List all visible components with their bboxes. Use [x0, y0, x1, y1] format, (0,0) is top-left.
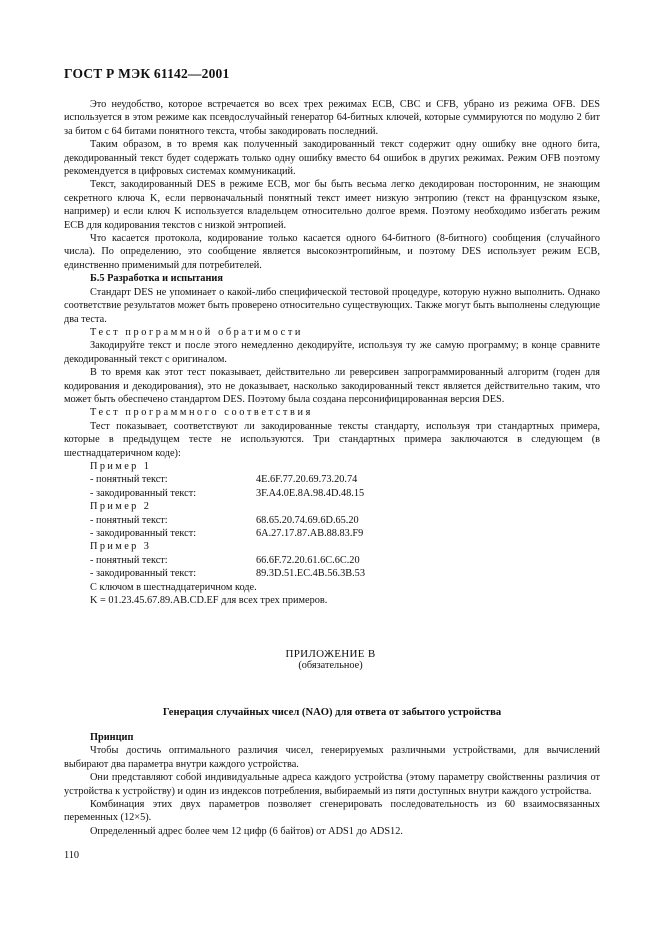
example-row	[64, 567, 600, 580]
example-title: Пример 3	[90, 541, 152, 553]
section-heading: Б.5 Разработка и испытания	[90, 273, 223, 285]
appendix-text	[64, 731, 600, 838]
example-title: Пример 1	[90, 460, 152, 472]
example-label: - понятный текст:	[90, 474, 168, 486]
appendix-heading: Генерация случайных чисел (NAO) для ответа от забытого устройства	[162, 707, 502, 718]
example-row	[64, 487, 600, 500]
paragraph: Определенный адрес более чем 12 цифр (6 байтов) от ADS1 до ADS12.	[90, 825, 403, 837]
example-title: Пример 2	[90, 501, 152, 513]
test-title: Тест программного соответствия	[90, 407, 313, 419]
document-header: ГОСТ Р МЭК 61142—2001	[64, 66, 230, 81]
example-label: - понятный текст:	[90, 554, 168, 566]
paragraph: Текст, закодированный DES в режиме ECB, мог бы быть весьма легко декодирован посторонним, не знающим секретного ключа K, если первоначальный понятный текст имеет низкую энтропию (текст на французском языке, например) и если ключ K используется владельцем относительно долгое время. Поэтому необходимо избегать режим ECB для кодирования текстов с низкой энтропией.	[64, 179, 600, 231]
paragraph: Это неудобство, которое встречается во всех трех режимах ECB, CBC и CFB, убрано из режима OFB. DES используется в этом режиме как псевдослучайный генератор 64-битных ключей, которые суммируются по модулю 2 бит за битом с 64 битами понятного текста, чтобы закодировать последний.	[64, 99, 600, 137]
example-value: 68.65.20.74.69.6D.65.20	[256, 514, 359, 526]
page-number: 110	[64, 850, 80, 861]
example-value: 6A.27.17.87.AB.88.83.F9	[256, 528, 364, 539]
paragraph: Таким образом, в то время как полученный закодированный текст содержит одну ошибку вне одного бита, декодированный текст будет содержать только одну ошибку вместо 64 ошибок в других режимах. Режим OFB поэтому рекомендуется в цифровых системах коммуникаций.	[64, 139, 600, 178]
example-value: 66.6F.72.20.61.6C.6C.20	[256, 554, 360, 566]
paragraph: Комбинация этих двух параметров позволяет сгенерировать последовательность из 60 взаимосвязанных переменных (12×5).	[64, 799, 600, 824]
appendix-subtitle: (обязательное)	[298, 660, 363, 671]
appendix-title: ПРИЛОЖЕНИЕ В	[285, 648, 376, 660]
example-label: - закодированный текст:	[90, 487, 197, 499]
example-row	[64, 527, 600, 540]
example-label: - понятный текст:	[90, 514, 168, 526]
example-row	[64, 554, 600, 567]
key-note: С ключом в шестнадцатеричном коде.	[90, 581, 257, 593]
paragraph: Чтобы достичь оптимального различия чисел, генерируемых различными устройствами, для вычислений выбирают два параметра внутри каждого устройства.	[64, 745, 600, 770]
main-text	[64, 98, 600, 607]
paragraph: Закодируйте текст и после этого немедленно декодируйте, используя ту же самую программу; в конце сравните декодированный текст с оригиналом.	[64, 340, 600, 365]
paragraph: Что касается протокола, кодирование только касается одного 64-битного (8-битного) сообщения (случайного числа). По определению, это сообщение является высокоэнтропийным, и поэтому DES использует режим ECB, единственно применимый для потребителей.	[64, 233, 600, 271]
key-value: K = 01.23.45.67.89.AB.CD.EF для всех трех примеров.	[90, 595, 328, 607]
paragraph: Тест показывает, соответствуют ли закодированные тексты стандарту, используя три стандартных примера, которые в предыдущем тесте не используются. Три стандартных примера заключаются в следующем (в шестнадцатеричном коде):	[64, 420, 600, 459]
example-value: 89.3D.51.EC.4B.56.3B.53	[256, 568, 365, 580]
example-value: 3F.A4.0E.8A.98.4D.48.15	[256, 487, 365, 499]
example-label: - закодированный текст:	[90, 568, 197, 580]
paragraph: В то время как этот тест показывает, действительно ли реверсивен запрограммированный алгоритм (годен для кодирования и декодирования), это не доказывает, насколько закодированный текст является действительно таким, что может быть обеспечено стандартом DES. Поэтому была создана персонифицированная версия DES.	[64, 367, 600, 405]
paragraph: Они представляют собой индивидуальные адреса каждого устройства (этому параметру свойственны различия от устройства к устройству) и один из индексов потребления, выбираемый из пяти доступных внутри каждого устройства.	[64, 772, 600, 797]
principle-heading: Принцип	[90, 732, 134, 743]
example-row	[64, 514, 600, 527]
paragraph: Стандарт DES не упоминает о какой-либо специфической тестовой процедуре, которую нужно выполнить. Однако соответствие результатов может быть проверено относительно существующих. Также могут быть выполнены следующие два теста.	[64, 286, 600, 325]
example-label: - закодированный текст:	[90, 528, 197, 539]
test-title: Тест программной обратимости	[90, 326, 304, 338]
example-value: 4E.6F.77.20.69.73.20.74	[256, 474, 358, 486]
example-row	[64, 473, 600, 486]
